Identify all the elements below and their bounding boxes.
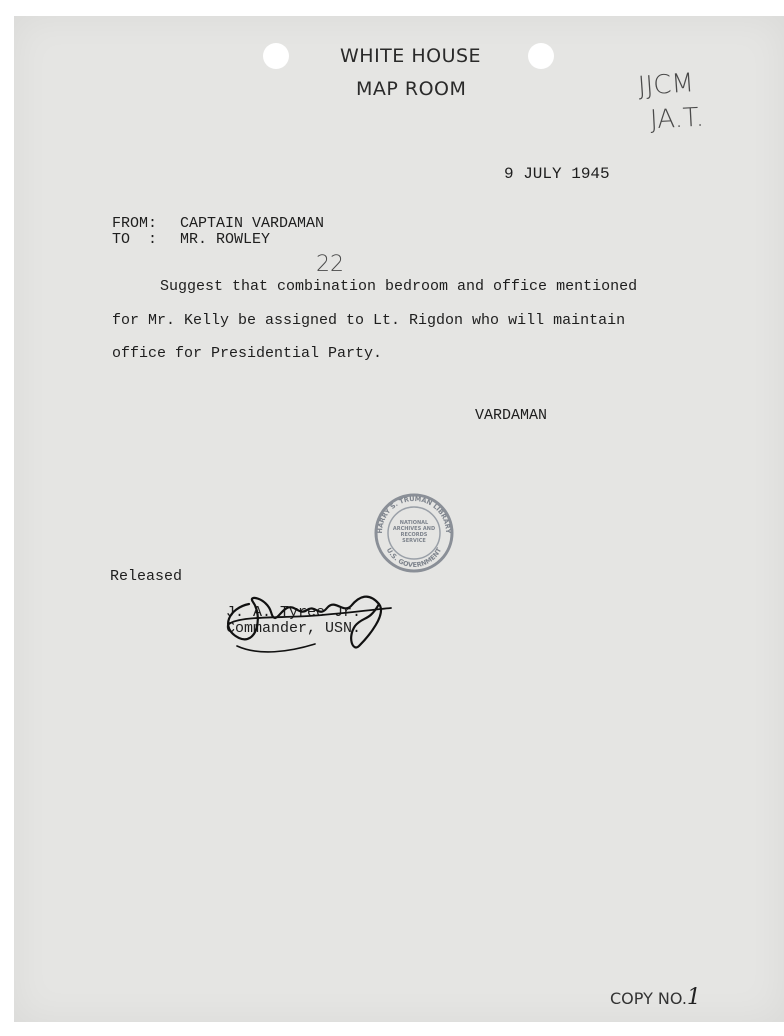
stamp-outer-text: HARRY S. TRUMAN LIBRARY	[375, 494, 453, 534]
from-label: FROM:	[112, 215, 158, 232]
to-value: MR. ROWLEY	[180, 231, 271, 248]
library-stamp	[372, 491, 456, 575]
handwritten-number: 22	[316, 252, 344, 277]
header-office: MAP ROOM	[356, 78, 467, 100]
copy-number: 1	[686, 985, 701, 1010]
released-label: Released	[110, 568, 183, 585]
punch-hole-right	[528, 43, 554, 69]
copy-number-label	[610, 985, 701, 1010]
handwritten-signature	[219, 586, 394, 658]
header-org: WHITE HOUSE	[340, 45, 482, 67]
stamp-inner-text: NATIONAL ARCHIVES AND RECORDS SERVICE	[392, 520, 436, 544]
releaser-rank: Commander, USN.	[226, 620, 362, 637]
body-line-1: Suggest that combination bedroom and office mentioned	[160, 278, 638, 295]
memo-sender: VARDAMAN	[475, 407, 548, 424]
memo-date: 9 JULY 1945	[504, 165, 610, 183]
body-line-3: office for Presidential Party.	[112, 345, 383, 362]
body-line-2: for Mr. Kelly be assigned to Lt. Rigdon who will maintain	[112, 312, 626, 329]
paper-sheet	[14, 16, 784, 1022]
punch-hole-left	[263, 43, 289, 69]
handwritten-initials-2: JA.T.	[649, 102, 705, 136]
stamp-bottom-text: U.S. GOVERNMENT	[384, 546, 444, 570]
handwritten-initials-1: JJCM	[637, 68, 695, 102]
from-value: CAPTAIN VARDAMAN	[180, 215, 325, 232]
to-label: TO :	[112, 231, 158, 248]
copy-label: COPY NO.	[610, 989, 687, 1008]
releaser-name: J. A. Tyree Jr.	[226, 604, 362, 621]
